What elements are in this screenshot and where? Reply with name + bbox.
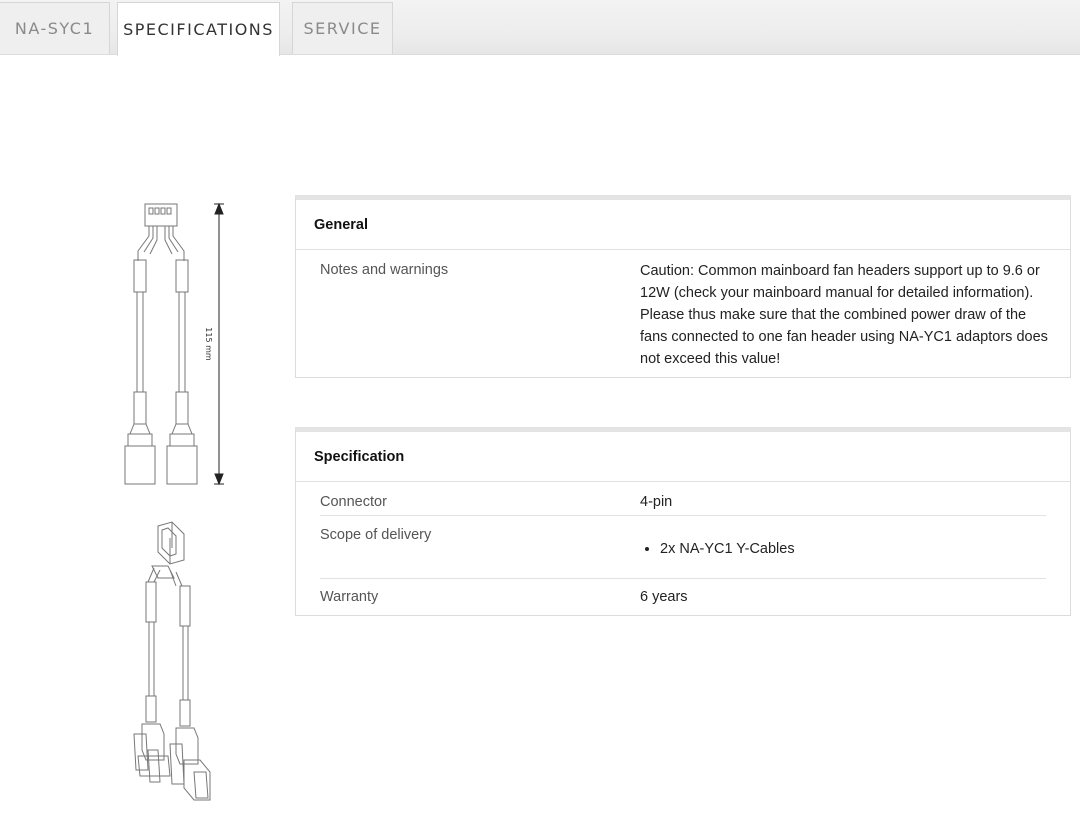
connector-row (320, 482, 1046, 516)
scope-value (640, 538, 1050, 560)
general-panel (295, 195, 1071, 378)
warranty-row (320, 579, 1046, 613)
specification-heading: Specification (296, 432, 1070, 482)
tab-na-syc1[interactable]: NA-SYC1 (0, 2, 110, 54)
warranty-value: 6 years (640, 589, 688, 605)
dimension-label: 115 mm (204, 327, 213, 361)
specification-panel (295, 427, 1071, 616)
connector-value: 4-pin (640, 494, 673, 510)
cable-front-drawing (118, 196, 238, 492)
tab-service[interactable]: SERVICE (292, 2, 393, 54)
notes-row (320, 250, 1046, 374)
scope-list (640, 538, 1050, 560)
scope-label: Scope of delivery (320, 527, 432, 543)
warranty-label: Warranty (320, 589, 379, 605)
list-item: • 2x NA-YC1 Y-Cables (660, 538, 1050, 560)
cable-isometric-drawing (124, 520, 224, 810)
notes-value: Caution: Common mainboard fan headers support up to 9.6 or 12W (check your mainboard manual for detailed information). Please thus make sure that the combined power draw of the fans connected to one fan header using NA-YC1 adaptors does not exceed this value! (640, 263, 1048, 367)
scope-row (320, 516, 1046, 579)
notes-label: Notes and warnings (320, 262, 449, 278)
connector-label: Connector (320, 494, 387, 510)
tab-specifications[interactable]: SPECIFICATIONS (117, 2, 280, 56)
general-heading: General (296, 200, 1070, 250)
tab-bar (0, 0, 1080, 55)
